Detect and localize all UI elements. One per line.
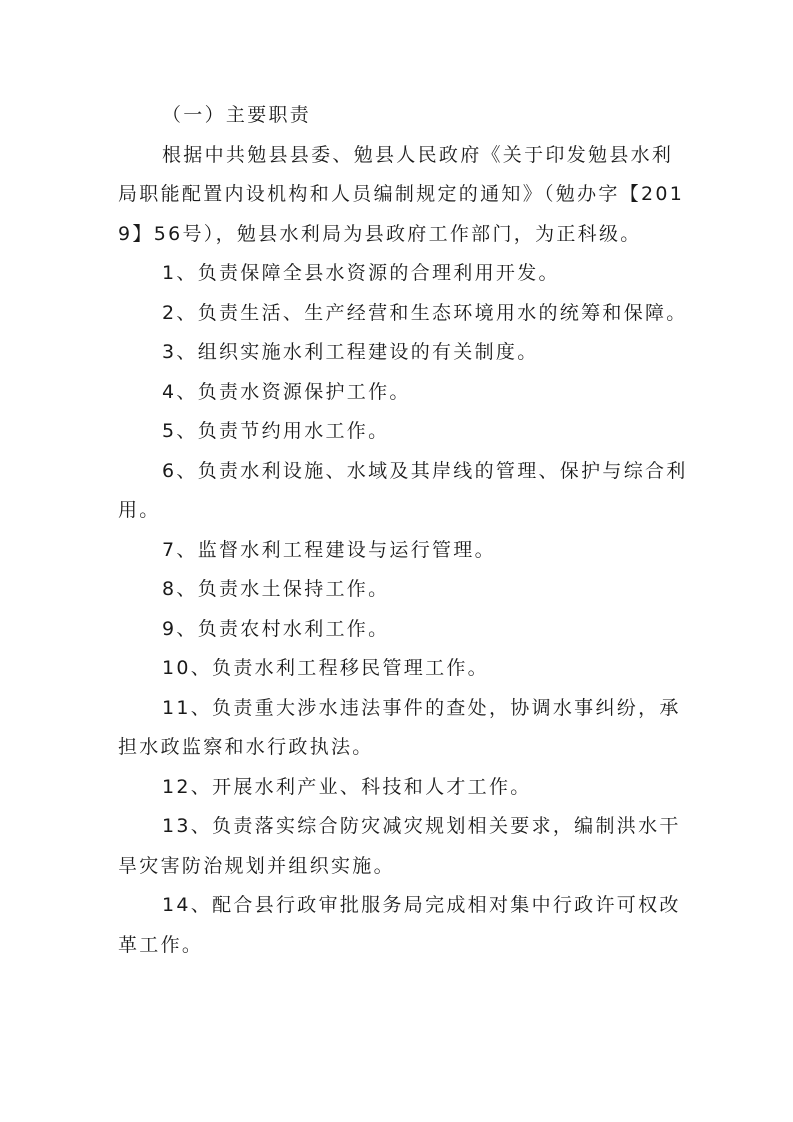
duty-item-10: 10、负责水利工程移民管理工作。 <box>162 657 489 679</box>
duty-item-7: 7、监督水利工程建设与运行管理。 <box>162 538 496 561</box>
duty-item-12: 12、开展水利产业、科技和人才工作。 <box>162 775 532 798</box>
duty-item-9: 9、负责农村水利工作。 <box>162 617 390 640</box>
duty-item-3: 3、组织实施水利工程建设的有关制度。 <box>162 341 539 363</box>
duty-item-11: 11、负责重大涉水违法事件的查处，协调水事纠纷，承担水政监察和水行政执法。 <box>118 696 681 758</box>
intro-paragraph: 根据中共勉县县委、勉县人民政府《关于印发勉县水利局职能配置内设机构和人员编制规定的通知》（勉办字【2019】56号），勉县水利局为县政府工作部门，为正科级。 <box>118 143 685 245</box>
duty-item-13: 13、负责落实综合防灾减灾规划相关要求，编制洪水干旱灾害防治规划并组织实施。 <box>118 815 681 877</box>
duty-item-5: 5、负责节约用水工作。 <box>162 420 390 442</box>
duty-item-8: 8、负责水土保持工作。 <box>162 578 390 600</box>
duty-item-2: 2、负责生活、生产经营和生态环境用水的统筹和保障。 <box>162 301 688 324</box>
duty-item-6: 6、负责水利设施、水域及其岸线的管理、保护与综合利用。 <box>118 459 688 521</box>
duty-item-14: 14、配合县行政审批服务局完成相对集中行政许可权改革工作。 <box>118 894 681 956</box>
document-body <box>118 96 690 965</box>
section-heading: （一）主要职责 <box>162 104 312 126</box>
duty-item-1: 1、负责保障全县水资源的合理利用开发。 <box>162 262 560 284</box>
duty-item-4: 4、负责水资源保护工作。 <box>162 380 411 403</box>
